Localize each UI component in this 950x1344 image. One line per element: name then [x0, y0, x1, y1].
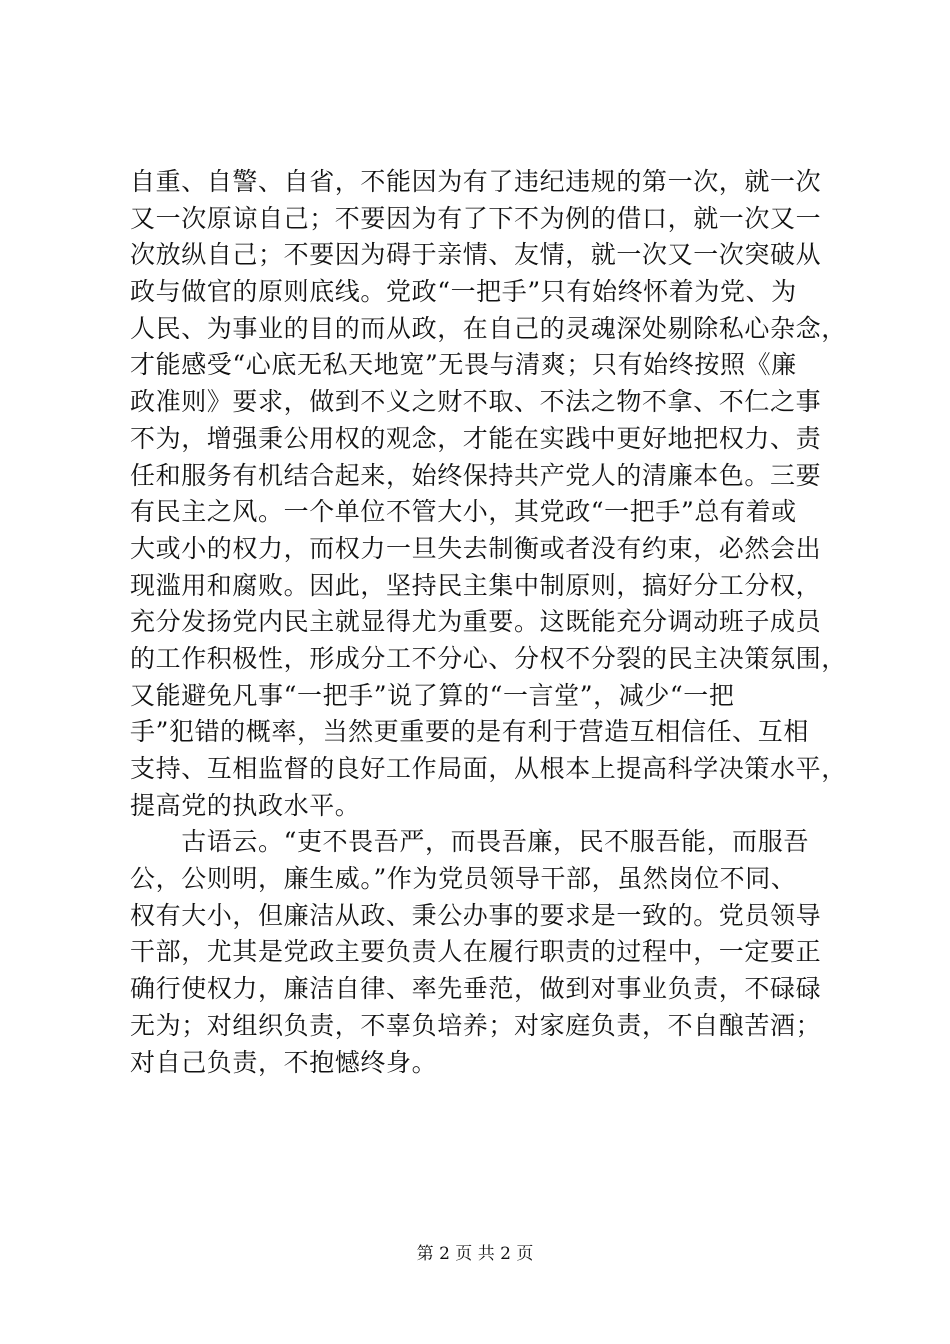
text-line: 充分发扬党内民主就显得尤为重要。这既能充分调动班子成员	[130, 607, 822, 637]
text-line: 次放纵自己；不要因为碍于亲情、友情，就一次又一次突破从	[130, 240, 822, 270]
text-line: 大或小的权力，而权力一旦失去制衡或者没有约束，必然会出	[130, 533, 822, 563]
text-line: 不为，增强秉公用权的观念，才能在实践中更好地把权力、责	[130, 423, 822, 453]
body-text	[130, 164, 847, 1081]
text-line: 权有大小，但廉洁从政、秉公办事的要求是一致的。党员领导	[130, 900, 822, 930]
page-number-footer: 第 2 页 共 2 页	[416, 1244, 534, 1264]
text-line: 有民主之风。一个单位不管大小，其党政“一把手”总有着或	[130, 497, 797, 527]
text-line: 公，公则明，廉生威。”作为党员领导干部，虽然岗位不同、	[130, 864, 797, 894]
text-line: 政准则》要求，做到不义之财不取、不法之物不拿、不仁之事	[130, 387, 822, 417]
text-line: 又能避免凡事“一把手”说了算的“一言堂”，减少“一把	[130, 680, 735, 710]
text-line: 才能感受“心底无私天地宽”无畏与清爽；只有始终按照《廉	[130, 350, 797, 380]
text-line: 又一次原谅自己；不要因为有了下不为例的借口，就一次又一	[130, 203, 822, 233]
text-line: 支持、互相监督的良好工作局面，从根本上提高科学决策水平，	[130, 754, 847, 783]
text-line: 提高党的执政水平。	[130, 790, 361, 820]
text-line: 手”犯错的概率，当然更重要的是有利于营造互相信任、互相	[130, 717, 809, 747]
text-line: 无为；对组织负责，不辜负培养；对家庭负责，不自酿苦酒；	[130, 1010, 822, 1040]
text-line: 古语云。“吏不畏吾严，而畏吾廉，民不服吾能，而服吾	[130, 827, 809, 857]
text-line: 确行使权力，廉洁自律、率先垂范，做到对事业负责，不碌碌	[130, 974, 822, 1004]
text-line: 现滥用和腐败。因此，坚持民主集中制原则，搞好分工分权，	[130, 570, 822, 600]
text-line: 人民、为事业的目的而从政，在自己的灵魂深处剔除私心杂念，	[130, 313, 847, 343]
text-line: 任和服务有机结合起来，始终保持共产党人的清廉本色。三要	[130, 460, 822, 490]
text-line: 自重、自警、自省，不能因为有了违纪违规的第一次，就一次	[130, 167, 822, 196]
text-line: 的工作积极性，形成分工不分心、分权不分裂的民主决策氛围，	[130, 643, 847, 673]
text-line: 干部，尤其是党政主要负责人在履行职责的过程中，一定要正	[130, 937, 822, 967]
text-line: 对自己负责，不抱憾终身。	[130, 1047, 438, 1077]
text-line: 政与做官的原则底线。党政“一把手”只有始终怀着为党、为	[130, 277, 797, 307]
